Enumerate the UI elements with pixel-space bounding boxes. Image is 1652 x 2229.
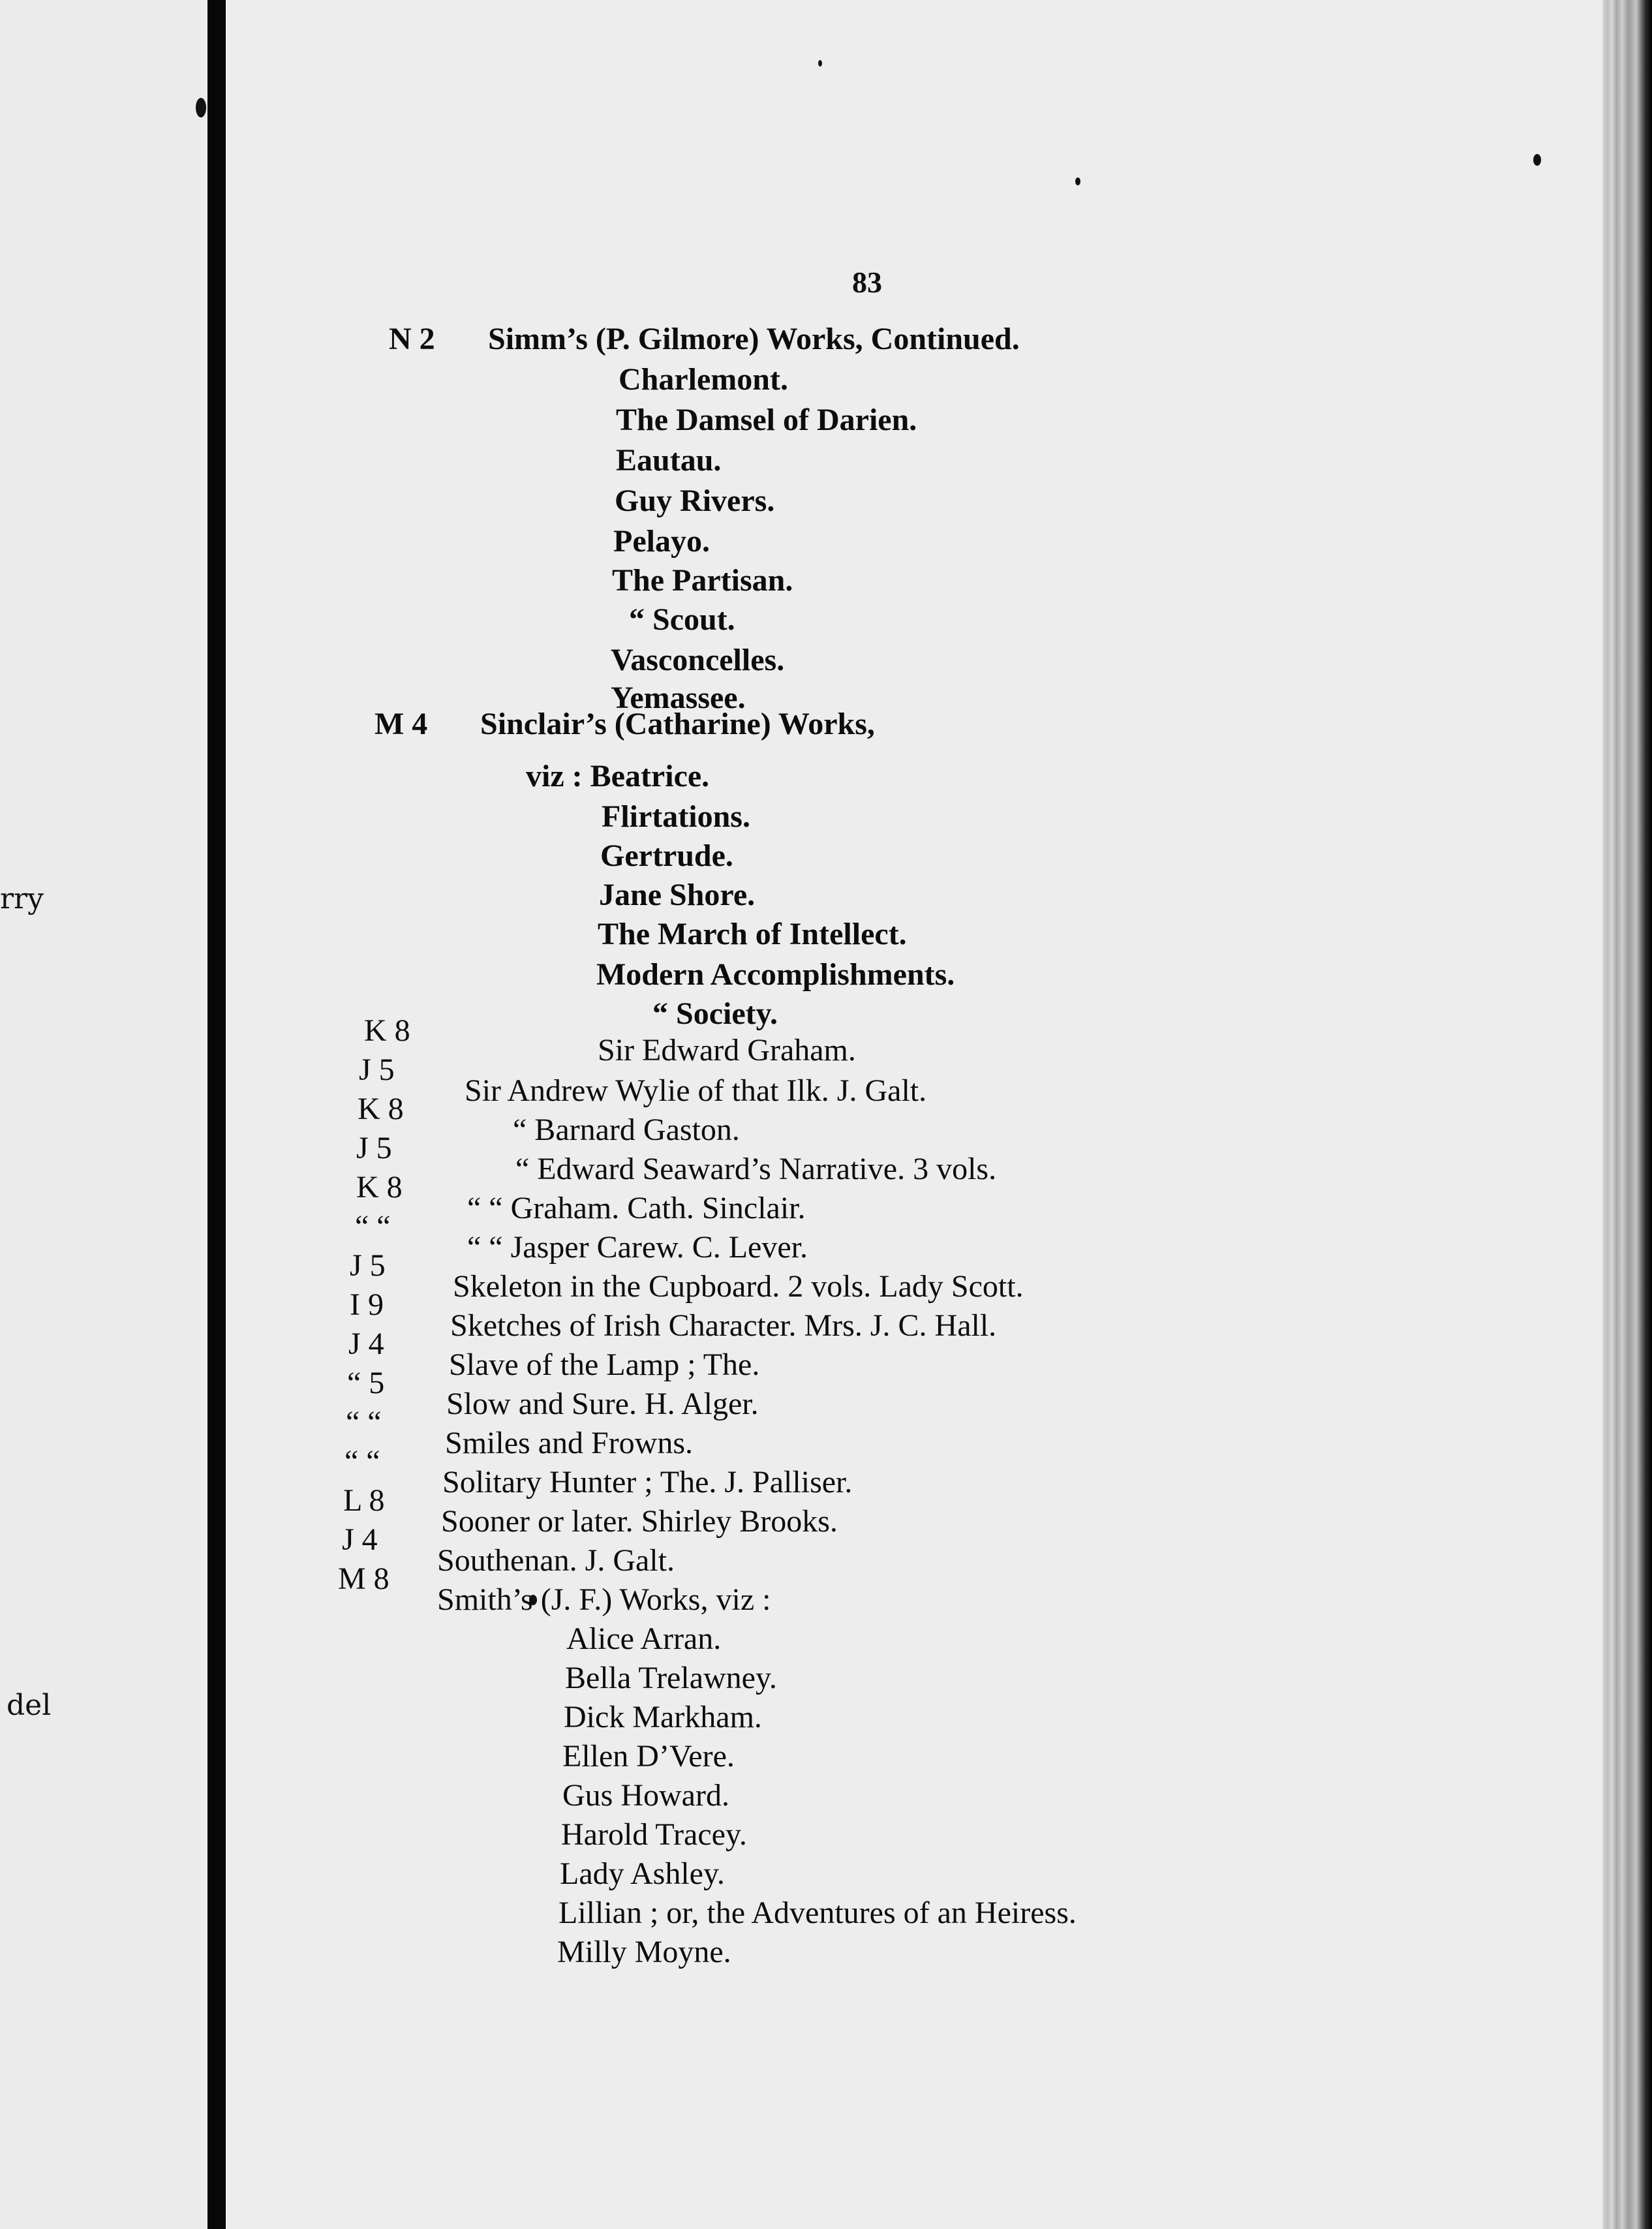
catalogue-entry: Lady Ashley.: [560, 1856, 725, 1891]
catalogue-entry: Gus Howard.: [562, 1778, 729, 1813]
shelf-mark: J 4: [342, 1522, 378, 1557]
catalogue-entry: Eautau.: [616, 443, 722, 478]
shelf-mark: K 8: [364, 1013, 410, 1048]
catalogue-entry: Harold Tracey.: [561, 1817, 747, 1852]
catalogue-entry: Slow and Sure. H. Alger.: [446, 1387, 759, 1421]
shelf-mark: K 8: [356, 1170, 403, 1205]
shelf-mark: M 4: [375, 707, 428, 741]
catalogue-entry: “ Barnard Gaston.: [513, 1113, 740, 1147]
catalogue-entry: Sir Edward Graham.: [598, 1033, 856, 1068]
catalogue-entry: Vasconcelles.: [611, 643, 785, 677]
shelf-mark: K 8: [358, 1092, 404, 1126]
catalogue-entry: The Partisan.: [612, 563, 793, 598]
left-page-fragment: rry: [0, 882, 44, 915]
catalogue-entry: Ellen D’Vere.: [562, 1739, 735, 1774]
page-edges: [1602, 0, 1652, 2229]
shelf-mark: J 5: [350, 1248, 386, 1283]
ink-speck: [818, 60, 822, 67]
left-page-fragment: del: [7, 1689, 52, 1722]
shelf-mark: J 5: [359, 1053, 395, 1087]
catalogue-entry: Skeleton in the Cupboard. 2 vols. Lady Scott.: [453, 1269, 1024, 1304]
catalogue-entry: “ “ Jasper Carew. C. Lever.: [467, 1230, 808, 1265]
left-page: [0, 0, 207, 2229]
catalogue-entry: Pelayo.: [613, 524, 710, 559]
ink-speck: [1075, 177, 1080, 185]
shelf-mark: J 5: [356, 1131, 392, 1165]
catalogue-entry: Milly Moyne.: [557, 1935, 731, 1969]
ink-speck: [196, 98, 206, 117]
shelf-mark: I 9: [350, 1287, 384, 1322]
catalogue-entry: “ Society.: [652, 996, 778, 1031]
catalogue-entry: Charlemont.: [619, 362, 788, 397]
book-gutter: [207, 0, 226, 2229]
catalogue-entry: Simm’s (P. Gilmore) Works, Continued.: [488, 322, 1020, 356]
catalogue-entry: Southenan. J. Galt.: [437, 1543, 675, 1578]
catalogue-entry: Jane Shore.: [599, 878, 756, 912]
catalogue-entry: Lillian ; or, the Adventures of an Heiress.: [558, 1896, 1077, 1930]
catalogue-entry: Sir Andrew Wylie of that Ilk. J. Galt.: [465, 1073, 927, 1108]
catalogue-entry: Smiles and Frowns.: [445, 1426, 694, 1460]
catalogue-entry: Modern Accomplishments.: [596, 957, 955, 992]
catalogue-entry: Slave of the Lamp ; The.: [449, 1347, 760, 1382]
catalogue-entry: “ “ Graham. Cath. Sinclair.: [467, 1191, 806, 1225]
shelf-mark: “ “: [355, 1209, 391, 1244]
catalogue-entry: “ Edward Seaward’s Narrative. 3 vols.: [515, 1152, 997, 1186]
catalogue-entry: Dick Markham.: [564, 1700, 762, 1734]
catalogue-entry: Smith’s (J. F.) Works, viz :: [437, 1582, 771, 1617]
ink-speck: [1533, 154, 1541, 166]
catalogue-entry: Alice Arran.: [566, 1622, 722, 1656]
shelf-mark: L 8: [343, 1483, 385, 1518]
catalogue-entry: Flirtations.: [602, 799, 750, 834]
catalogue-entry: The March of Intellect.: [598, 917, 907, 951]
catalogue-entry: Gertrude.: [600, 838, 733, 873]
catalogue-entry: Sinclair’s (Catharine) Works,: [480, 707, 875, 741]
catalogue-entry: Sketches of Irish Character. Mrs. J. C. Hall.: [450, 1308, 997, 1343]
shelf-mark: “ 5: [347, 1366, 385, 1400]
shelf-mark: “ “: [344, 1444, 380, 1479]
page-number: 83: [852, 266, 882, 299]
catalogue-entry: Sooner or later. Shirley Brooks.: [441, 1504, 838, 1539]
shelf-mark: J 4: [348, 1327, 384, 1361]
shelf-mark: “ “: [346, 1405, 382, 1439]
catalogue-entry: Bella Trelawney.: [565, 1661, 777, 1695]
catalogue-entry: Yemassee.: [611, 681, 746, 715]
catalogue-entry: The Damsel of Darien.: [616, 403, 917, 437]
shelf-mark: N 2: [389, 322, 435, 356]
catalogue-entry: Solitary Hunter ; The. J. Palliser.: [442, 1465, 853, 1499]
catalogue-entry: Guy Rivers.: [615, 484, 775, 518]
shelf-mark: M 8: [338, 1561, 390, 1596]
catalogue-entry: viz : Beatrice.: [526, 759, 710, 793]
catalogue-entry: “ Scout.: [629, 602, 735, 637]
